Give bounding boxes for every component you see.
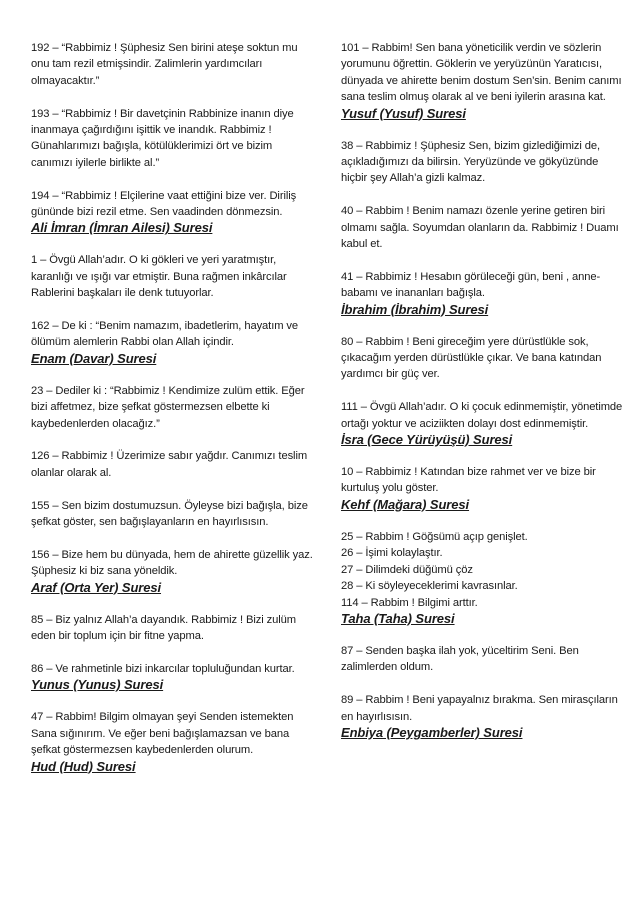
verse-paragraph: 192 – “Rabbimiz ! Şüphesiz Sen birini ateşe soktun mu onu tam rezil etmişsindir. Zalimlerin yardımcıları olmayacaktır.” <box>31 42 298 87</box>
verse-paragraph: 38 – Rabbimiz ! Şüphesiz Sen, bizim gizlediğimizi de, açıkladığımızı da bilirsin. Yeryüzünde ve gökyüzünde hiçbir şey Allah’a gizli kalmaz. <box>341 139 600 185</box>
verse-paragraph: 86 – Ve rahmetinle bizi inkarcılar topluluğundan kurtar. <box>31 662 295 675</box>
sura-heading: İsra (Gece Yürüyüşü) Suresi <box>341 432 513 448</box>
verse-line: 114 – Rabbim ! Bilgimi arttır. <box>341 596 478 609</box>
sura-heading: İbrahim (İbrahim) Suresi <box>341 301 489 317</box>
right-column <box>341 40 623 757</box>
verse-paragraph: 10 – Rabbimiz ! Katından bize rahmet ver ve bize bir kurtuluş yolu göster. <box>341 466 596 495</box>
verse-line: 26 – İşimi kolaylaştır. <box>341 547 443 560</box>
verse-paragraph: 101 – Rabbim! Sen bana yöneticilik verdin ve sözlerin yorumunu öğrettin. Göklerin ve yeryüzünün Yaratıcısı, dünyada ve ahirette benim dostum Sen’sin. Benim canımı sana teslim olmuş olarak al ve beni iyilerin arasına kat. <box>341 42 622 104</box>
verse-paragraph: 87 – Senden başka ilah yok, yüceltirim Seni. Ben zalimlerden oldum. <box>341 644 579 674</box>
sura-heading: Yunus (Yunus) Suresi <box>31 677 164 693</box>
verse-paragraph: 111 – Övgü Allah’adır. O ki çocuk edinmemiştir, yönetimde ortağı yoktur ve aciziikten dolayı dost edinmemiştir. <box>341 401 623 430</box>
left-column <box>31 40 313 791</box>
verse-line: 28 – Ki söyleyeceklerimi kavrasınlar. <box>341 580 518 593</box>
verse-paragraph: 40 – Rabbim ! Benim namazı özenle yerine getiren biri olmamı sağla. Soyumdan olanların da. Rabbimiz ! Duamı kabul et. <box>341 205 619 251</box>
sura-heading: Hud (Hud) Suresi <box>31 758 136 774</box>
verse-list <box>341 529 623 611</box>
sura-heading: Araf (Orta Yer) Suresi <box>31 579 162 595</box>
verse-paragraph: 162 – De ki : “Benim namazım, ibadetlerim, hayatım ve ölümüm alemlerin Rabbi olan Allah içindir. <box>31 320 299 349</box>
verse-paragraph: 80 – Rabbim ! Beni gireceğim yere dürüstlükle sok, çıkacağım yerden dürüstlükle çıkar. Ve bana katından yardımcı bir güç ver. <box>341 335 602 381</box>
sura-heading: Enam (Davar) Suresi <box>31 350 157 366</box>
verse-paragraph: 194 – “Rabbimiz ! Elçilerine vaat ettiğini bize ver. Diriliş gününde bizi rezil etme. Sen vaadinden dönmezsin. <box>31 189 297 219</box>
verse-paragraph: 47 – Rabbim! Bilgim olmayan şeyi Senden istemekten Sana sığınırım. Ve eğer beni bağışlamazsan ve bana şefkat göstermezsen kaybedenlerden olurum. <box>31 711 294 757</box>
verse-paragraph: 126 – Rabbimiz ! Üzerimize sabır yağdır. Canımızı teslim olanlar olarak al. <box>31 450 308 479</box>
sura-heading: Kehf (Mağara) Suresi <box>341 496 470 512</box>
verse-paragraph: 23 – Dediler ki : “Rabbimiz ! Kendimize zulüm ettik. Eğer bizi affetmez, bize şefkat göstermezsen elbette ki kaybedenlerden olacağız.” <box>31 384 305 430</box>
verse-paragraph: 193 – “Rabbimiz ! Bir davetçinin Rabbinize inanın diye inanmaya çağırdığını işittik ve inandık. Rabbimiz ! Günahlarımızı bağışla, kötülüklerimizi ört ve bizim canımızı iyilerle birlikte al.” <box>31 107 294 169</box>
verse-paragraph: 85 – Biz yalnız Allah’a dayandık. Rabbimiz ! Bizi zulüm eden bir toplum için bir fitne yapma. <box>31 613 296 643</box>
verse-line: 27 – Dilimdeki düğümü çöz <box>341 563 473 576</box>
sura-heading: Ali İmran (İmran Ailesi) Suresi <box>31 220 213 236</box>
verse-paragraph: 1 – Övgü Allah’adır. O ki gökleri ve yeri yaratmıştır, karanlığı ve ışığı var etmiştir. Buna rağmen inkârcılar Rablerini başkaları ile denk tutuyorlar. <box>31 254 287 300</box>
sura-heading: Enbiya (Peygamberler) Suresi <box>341 724 523 740</box>
verse-paragraph: 155 – Sen bizim dostumuzsun. Öyleyse bizi bağışla, bize şefkat göster, sen bağışlayanların en hayırlısısın. <box>31 499 308 529</box>
sura-heading: Taha (Taha) Suresi <box>341 610 455 626</box>
sura-heading: Yusuf (Yusuf) Suresi <box>341 105 466 121</box>
verse-paragraph: 89 – Rabbim ! Beni yapayalnız bırakma. Sen mirasçıların en hayırlısısın. <box>341 694 618 723</box>
verse-paragraph: 41 – Rabbimiz ! Hesabın görüleceği gün, beni , anne-babamı ve inananları bağışla. <box>341 270 601 300</box>
verse-paragraph: 156 – Bize hem bu dünyada, hem de ahirette güzellik yaz. Şüphesiz ki biz sana yöneldik. <box>31 548 313 578</box>
verse-line: 25 – Rabbim ! Göğsümü açıp genişlet. <box>341 530 528 543</box>
